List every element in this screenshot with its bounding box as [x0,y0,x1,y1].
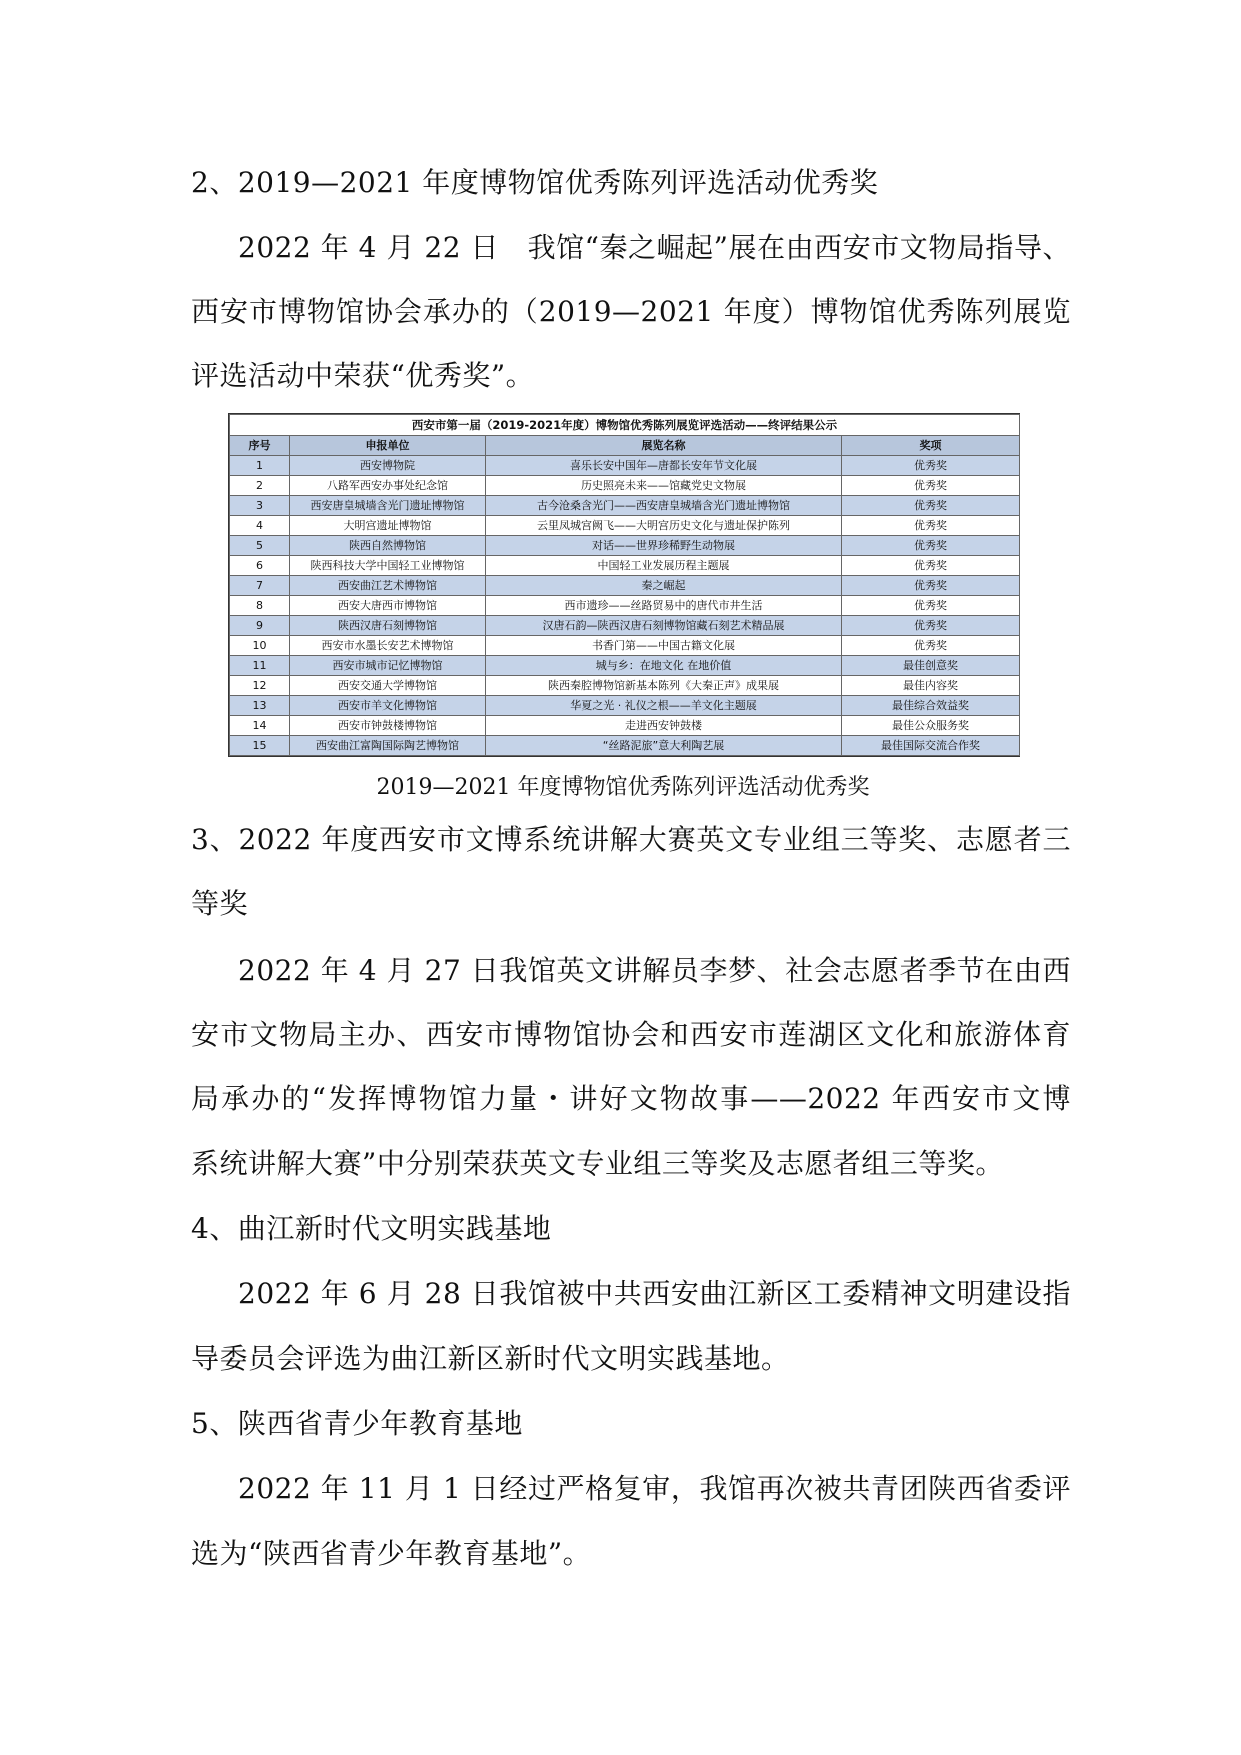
cell-award: 优秀奖 [842,456,1020,476]
cell-exhibition: 喜乐长安中国年—唐都长安年节文化展 [486,456,842,476]
section2-heading: 2、2019—2021 年度博物馆优秀陈列评选活动优秀奖 [191,166,879,199]
cell-unit: 大明宫遗址博物馆 [290,516,486,536]
cell-unit: 陕西科技大学中国轻工业博物馆 [290,556,486,576]
cell-award: 最佳公众服务奖 [842,716,1020,736]
table-row [230,716,1020,736]
cell-index: 12 [230,676,290,696]
cell-unit: 西安大唐西市博物馆 [290,596,486,616]
cell-unit: 西安市羊文化博物馆 [290,696,486,716]
cell-unit: 西安市水墨长安艺术博物馆 [290,636,486,656]
cell-award: 优秀奖 [842,556,1020,576]
header-index: 序号 [230,436,290,456]
section3-para-line-1: 2022 年 4 月 27 日我馆英文讲解员李梦、社会志愿者季节在由西 [238,954,1071,987]
cell-unit: 陕西汉唐石刻博物馆 [290,616,486,636]
section5-para-line-1: 2022 年 11 月 1 日经过严格复审，我馆再次被共青团陕西省委评 [238,1472,1071,1505]
cell-award: 优秀奖 [842,616,1020,636]
table-row [230,476,1020,496]
section2-para-line-2: 西安市博物馆协会承办的（2019—2021 年度）博物馆优秀陈列展览 [191,295,1071,328]
cell-exhibition: 云里凤城宫阙飞——大明宫历史文化与遗址保护陈列 [486,516,842,536]
cell-index: 3 [230,496,290,516]
cell-unit: 八路军西安办事处纪念馆 [290,476,486,496]
cell-index: 7 [230,576,290,596]
section2-para-line-1: 2022 年 4 月 22 日 我馆“秦之崛起”展在由西安市文物局指导、 [238,231,1071,264]
table-row [230,496,1020,516]
cell-index: 2 [230,476,290,496]
cell-exhibition: 中国轻工业发展历程主题展 [486,556,842,576]
section3-heading-line-2: 等奖 [191,887,249,920]
cell-exhibition: 陕西秦腔博物馆新基本陈列《大秦正声》成果展 [486,676,842,696]
cell-unit: 西安交通大学博物馆 [290,676,486,696]
section3-para-line-2: 安市文物局主办、西安市博物馆协会和西安市莲湖区文化和旅游体育 [191,1018,1071,1051]
section3-heading-line-1: 3、2022 年度西安市文博系统讲解大赛英文专业组三等奖、志愿者三 [191,823,1071,856]
cell-unit: 西安曲江艺术博物馆 [290,576,486,596]
cell-unit: 西安博物院 [290,456,486,476]
table-caption: 2019—2021 年度博物馆优秀陈列评选活动优秀奖 [376,775,870,800]
table-body [230,456,1020,756]
cell-index: 11 [230,656,290,676]
results-table [228,413,1020,757]
cell-award: 最佳创意奖 [842,656,1020,676]
table-row [230,656,1020,676]
cell-index: 6 [230,556,290,576]
table-row [230,556,1020,576]
header-exhibition: 展览名称 [486,436,842,456]
table-row [230,696,1020,716]
cell-exhibition: 历史照亮未来——馆藏党史文物展 [486,476,842,496]
cell-award: 优秀奖 [842,516,1020,536]
cell-award: 优秀奖 [842,536,1020,556]
cell-index: 13 [230,696,290,716]
header-unit: 申报单位 [290,436,486,456]
section5-heading: 5、陕西省青少年教育基地 [191,1407,523,1440]
table-row [230,616,1020,636]
cell-exhibition: 对话——世界珍稀野生动物展 [486,536,842,556]
table-row [230,676,1020,696]
cell-exhibition: 走进西安钟鼓楼 [486,716,842,736]
cell-exhibition: 秦之崛起 [486,576,842,596]
table-row [230,516,1020,536]
cell-award: 优秀奖 [842,476,1020,496]
section4-para-line-2: 导委员会评选为曲江新区新时代文明实践基地。 [191,1342,790,1375]
cell-award: 优秀奖 [842,576,1020,596]
cell-index: 4 [230,516,290,536]
table-row [230,636,1020,656]
cell-index: 14 [230,716,290,736]
cell-award: 优秀奖 [842,496,1020,516]
cell-index: 1 [230,456,290,476]
cell-exhibition: 古今沧桑含光门——西安唐皇城墙含光门遗址博物馆 [486,496,842,516]
cell-award: 最佳综合效益奖 [842,696,1020,716]
cell-index: 9 [230,616,290,636]
cell-award: 优秀奖 [842,636,1020,656]
section3-para-line-3: 局承办的“发挥博物馆力量・讲好文物故事——2022 年西安市文博 [191,1082,1071,1115]
cell-exhibition: 华夏之光 · 礼仪之根——羊文化主题展 [486,696,842,716]
table-row [230,536,1020,556]
table-row [230,596,1020,616]
header-award: 奖项 [842,436,1020,456]
table-row [230,736,1020,756]
cell-exhibition: 西市遗珍——丝路贸易中的唐代市井生活 [486,596,842,616]
cell-index: 15 [230,736,290,756]
cell-index: 5 [230,536,290,556]
cell-index: 10 [230,636,290,656]
section4-para-line-1: 2022 年 6 月 28 日我馆被中共西安曲江新区工委精神文明建设指 [238,1277,1071,1310]
section2-para-line-3: 评选活动中荣获“优秀奖”。 [191,359,535,392]
cell-exhibition: 城与乡：在地文化 在地价值 [486,656,842,676]
table-title: 西安市第一届（2019-2021年度）博物馆优秀陈列展览评选活动——终评结果公示 [230,415,1020,436]
cell-exhibition: 汉唐石韵—陕西汉唐石刻博物馆藏石刻艺术精品展 [486,616,842,636]
cell-unit: 西安市城市记忆博物馆 [290,656,486,676]
cell-unit: 西安市钟鼓楼博物馆 [290,716,486,736]
cell-unit: 西安唐皇城墙含光门遗址博物馆 [290,496,486,516]
section5-para-line-2: 选为“陕西省青少年教育基地”。 [191,1537,592,1570]
cell-exhibition: 书香门第——中国古籍文化展 [486,636,842,656]
cell-award: 最佳国际交流合作奖 [842,736,1020,756]
section4-heading: 4、曲江新时代文明实践基地 [191,1212,552,1245]
cell-exhibition: “丝路泥旅”意大利陶艺展 [486,736,842,756]
cell-unit: 西安曲江富陶国际陶艺博物馆 [290,736,486,756]
table-row [230,456,1020,476]
table-row [230,576,1020,596]
section3-para-line-4: 系统讲解大赛”中分别荣获英文专业组三等奖及志愿者组三等奖。 [191,1147,1004,1180]
cell-unit: 陕西自然博物馆 [290,536,486,556]
cell-index: 8 [230,596,290,616]
cell-award: 最佳内容奖 [842,676,1020,696]
cell-award: 优秀奖 [842,596,1020,616]
